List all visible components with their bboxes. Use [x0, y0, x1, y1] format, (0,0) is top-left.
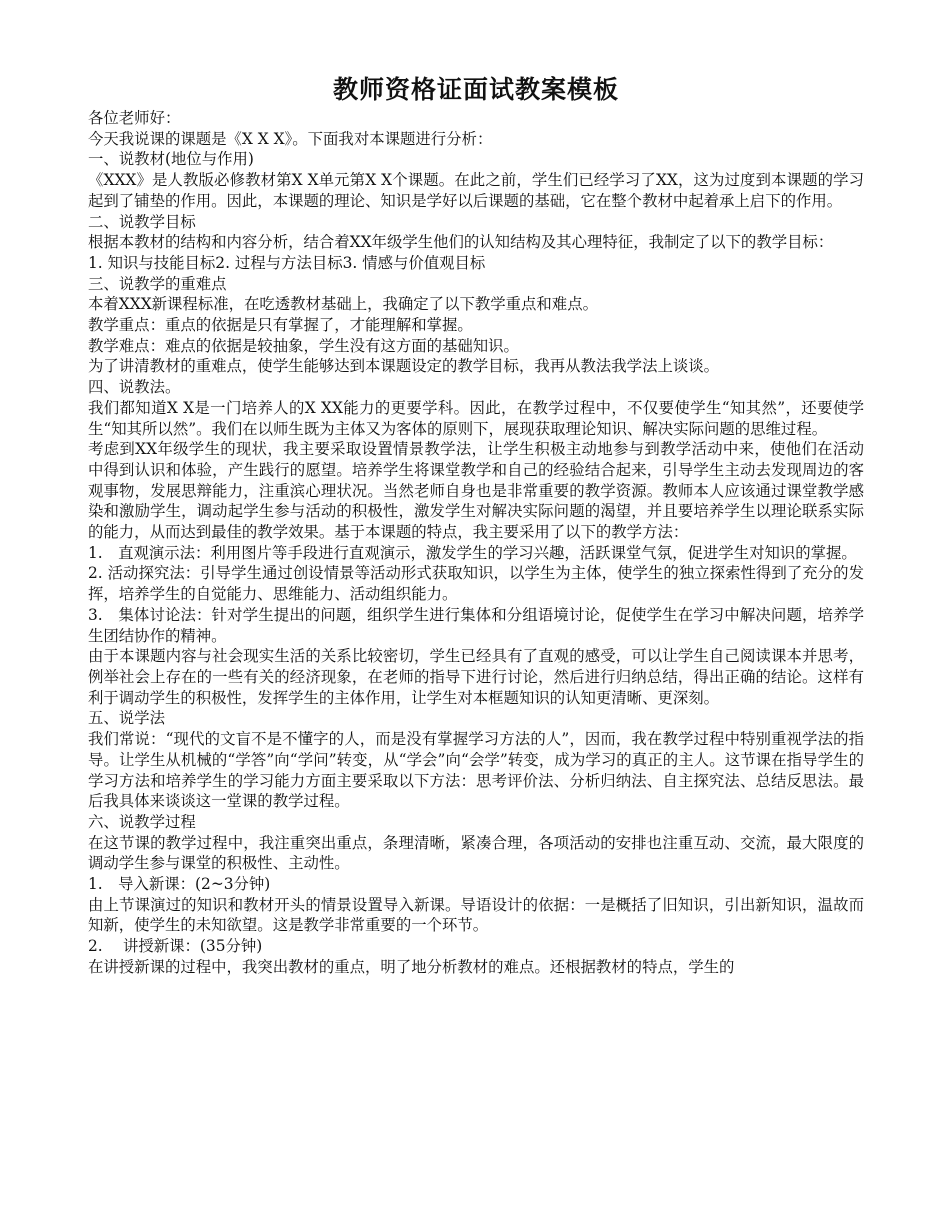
paragraph: 由于本课题内容与社会现实生活的关系比较密切，学生已经具有了直观的感受，可以让学生自己阅读课本并思考，例举社会上存在的一些有关的经济现象，在老师的指导下进行讨论，然后进行归纳总结，得出正确的结论。这样有利于调动学生的积极性，发挥学生的主体作用，让学生对本框题知识的认知更清晰、更深刻。 — [88, 647, 864, 707]
paragraph: 各位老师好： — [88, 109, 181, 127]
paragraph: 一、说教材(地位与作用) — [88, 150, 254, 169]
document-page — [88, 72, 864, 978]
paragraph: 本着XXX新课程标准，在吃透教材基础上，我确定了以下教学重点和难点。 — [88, 295, 598, 314]
paragraph: 《XXX》是人教版必修教材第X X单元第X X个课题。在此之前，学生们已经学习了XX，这为过度到本课题的学习起到了铺垫的作用。因此，本课题的理论、知识是学好以后课题的基础，它在整个教材中起着承上启下的作用。 — [88, 171, 864, 210]
document-body — [88, 108, 864, 978]
paragraph: 我们常说：“现代的文盲不是不懂字的人，而是没有掌握学习方法的人”，因而，我在教学过程中特别重视学法的指导。让学生从机械的“学答”向“学问”转变，从“学会”向“会学”转变，成为学习的真正的主人。这节课在指导学生的学习方法和培养学生的学习能力方面主要采取以下方法：思考评价法、分析归纳法、自主探究法、总结反思法。最后我具体来谈谈这一堂课的教学过程。 — [88, 730, 864, 811]
paragraph: 在这节课的教学过程中，我注重突出重点，条理清晰，紧凑合理，各项活动的安排也注重互动、交流，最大限度的调动学生参与课堂的积极性、主动性。 — [88, 833, 864, 873]
paragraph: 根据本教材的结构和内容分析，结合着XX年级学生他们的认知结构及其心理特征，我制定了以下的教学目标： — [88, 233, 834, 252]
paragraph: 2. 活动探究法：引导学生通过创设情景等活动形式获取知识，以学生为主体，使学生的独立探索性得到了充分的发挥，培养学生的自觉能力、思维能力、活动组织能力。 — [88, 564, 864, 604]
paragraph: 今天我说课的课题是《X X X》。下面我对本课题进行分析： — [88, 129, 493, 148]
document-title: 教师资格证面试教案模板 — [332, 75, 619, 104]
paragraph: 教学难点：难点的依据是较抽象，学生没有这方面的基础知识。 — [88, 336, 519, 355]
paragraph: 由上节课演过的知识和教材开头的情景设置导入新课。导语设计的依据：一是概括了旧知识，引出新知识，温故而知新，使学生的未知欲望。这是教学非常重要的一个环节。 — [88, 895, 864, 935]
paragraph: 六、说教学过程 — [88, 812, 196, 831]
paragraph: 1. 知识与技能目标2. 过程与方法目标3. 情感与价值观目标 — [88, 253, 486, 272]
paragraph: 2. 讲授新课：(35分钟) — [88, 937, 263, 956]
paragraph: 1. 直观演示法：利用图片等手段进行直观演示，激发学生的学习兴趣，活跃课堂气氛，促进学生对知识的掌握。 — [88, 543, 857, 562]
paragraph: 教学重点：重点的依据是只有掌握了，才能理解和掌握。 — [88, 316, 473, 335]
paragraph: 1. 导入新课：(2~3分钟) — [88, 875, 271, 894]
paragraph: 四、说教法。 — [88, 378, 181, 397]
paragraph: 3. 集体讨论法：针对学生提出的问题，组织学生进行集体和分组语境讨论，促使学生在学习中解决问题，培养学生团结协作的精神。 — [88, 605, 864, 645]
paragraph: 在讲授新课的过程中，我突出教材的重点，明了地分析教材的难点。还根据教材的特点，学生的 — [88, 957, 735, 976]
paragraph: 三、说教学的重难点 — [88, 274, 227, 293]
paragraph: 五、说学法 — [88, 709, 165, 728]
paragraph: 为了讲清教材的重难点，使学生能够达到本课题设定的教学目标，我再从教法我学法上谈谈。 — [88, 357, 720, 376]
paragraph: 考虑到XX年级学生的现状，我主要采取设置情景教学法，让学生积极主动地参与到教学活动中来，使他们在活动中得到认识和体验，产生践行的愿望。培养学生将课堂教学和自己的经验结合起来，引导学生主动去发现周边的客观事物，发展思辩能力，注重滨心理状况。当然老师自身也是非常重要的教学资源。教师本人应该通过课堂教学感染和激励学生，调动起学生参与活动的积极性，激发学生对解决实际问题的渴望，并且要培养学生以理论联系实际的能力，从而达到最佳的教学效果。基于本课题的特点，我主要采用了以下的教学方法： — [88, 440, 864, 542]
paragraph: 我们都知道X X是一门培养人的X XX能力的更要学科。因此，在教学过程中，不仅要使学生“知其然”，还要使学生“知其所以然”。我们在以师生既为主体又为客体的原则下，展现获取理论知识、解决实际问题的思维过程。 — [88, 398, 864, 438]
paragraph: 二、说教学目标 — [88, 212, 196, 231]
